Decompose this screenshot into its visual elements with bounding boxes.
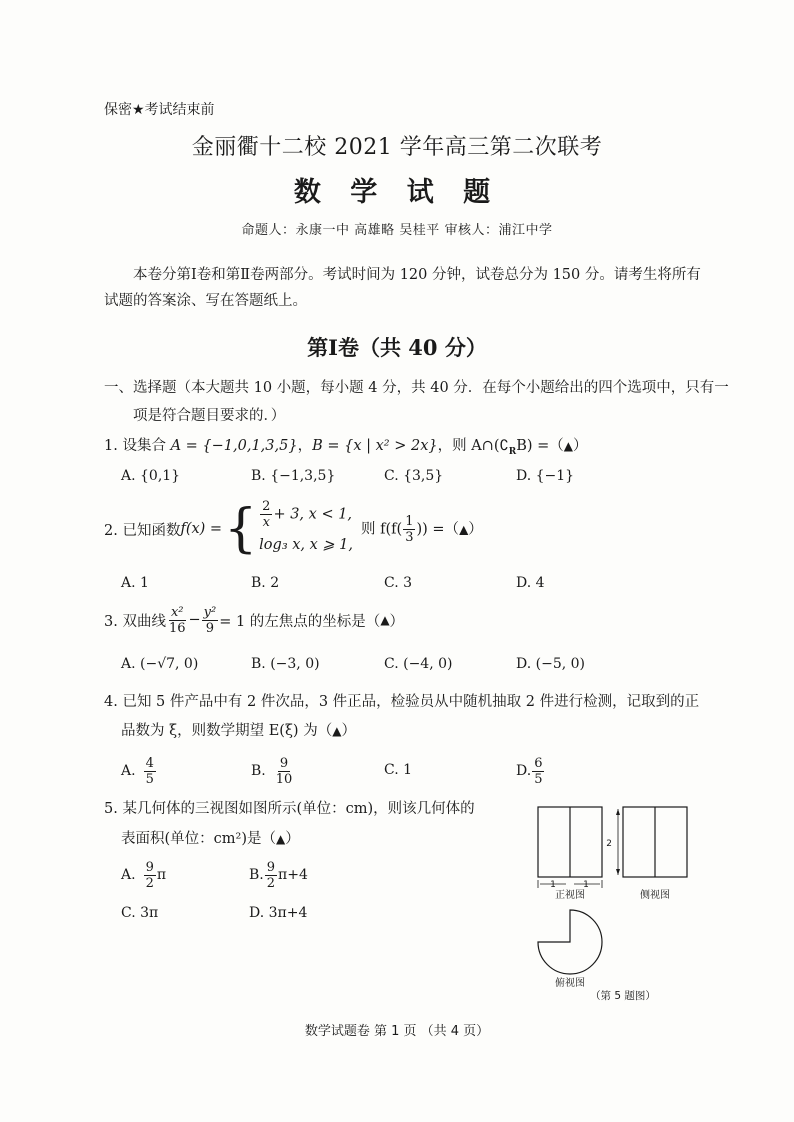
q2-option-b: B. 2 — [251, 575, 280, 591]
three-view-figure — [528, 800, 708, 1005]
exam-title: 金丽衢十二校 2021 学年高三第二次联考 — [191, 135, 603, 160]
question-5-line-2: 表面积(单位：cm²)是（▲） — [121, 831, 300, 847]
q3-frac-2: $\frac{\text{y²}}{9}$ — [203, 604, 217, 636]
front-view-label: 正视图 — [555, 890, 585, 901]
q4-option-d: D. $\frac{6}{5}$ — [516, 755, 543, 787]
dim-width-label-2: 1 — [583, 880, 589, 890]
question-2 — [104, 497, 483, 561]
q3-option-c: C. (−4, 0) — [384, 656, 453, 672]
question-1 — [104, 434, 588, 457]
question-4-line-2: 品数为 ξ，则数学期望 E(ξ) 为（▲） — [121, 723, 356, 739]
q1-close: ） — [573, 438, 588, 454]
confidential-label: 保密★考试结束前 — [104, 102, 215, 118]
part-heading: 第Ⅰ卷（共 40 分） — [307, 335, 487, 360]
q4-option-a: A. $\frac{4}{5}$ — [121, 755, 154, 787]
q1-stem-c: B) =（ — [516, 438, 564, 454]
dim-arrow-up — [616, 809, 620, 815]
answer-marker: ▲ — [563, 439, 574, 453]
q2-stem: 2. 已知函数 — [104, 522, 181, 539]
top-view-label: 俯视图 — [555, 978, 585, 989]
q1-sep: ， — [297, 438, 313, 454]
q5-option-c: C. 3π — [121, 905, 159, 921]
q3-close: ） — [389, 613, 405, 630]
q5-option-a: A. $\frac{9}{2}$ π — [121, 859, 167, 891]
q4-option-c: C. 1 — [384, 762, 413, 778]
authors-line: 命题人：永康一中 高雄略 吴桂平 审核人：浦江中学 — [241, 223, 553, 238]
q1-stem-b: ，则 A∩(∁ — [437, 438, 509, 454]
q1-stem: 1. 设集合 — [104, 438, 171, 454]
figure-caption: （第 5 题图） — [590, 990, 656, 1002]
question-4-line-1: 4. 已知 5 件产品中有 2 件次品，3 件正品，检验员从中随机抽取 2 件进行检测，记取到的正 — [104, 694, 700, 710]
dim-arrow-down — [616, 869, 620, 875]
section-heading: 一、选择题（本大题共 10 小题，每小题 4 分，共 40 分．在每个小题给出的四个选项中，只有一项是符合题目要求的．） — [104, 380, 729, 424]
q2-brace: { — [224, 499, 258, 559]
q1-option-a: A. {0,1} — [121, 468, 181, 484]
q3-rest: = 1 的左焦点的坐标是（ — [219, 613, 381, 630]
q1-set-b: B = {x | x² > 2x} — [312, 438, 438, 454]
question-5-line-1: 5. 某几何体的三视图如图所示(单位：cm)，则该几何体的 — [104, 801, 475, 817]
answer-marker: ▲ — [332, 724, 342, 738]
q1-option-c: C. {3,5} — [384, 468, 444, 484]
q3-option-b: B. (−3, 0) — [251, 656, 320, 672]
q2-then: 则 f(f( $\frac{1}{3}$ )) =（▲） — [361, 513, 483, 545]
q5-option-d: D. 3π+4 — [249, 905, 308, 921]
question-3 — [104, 600, 404, 640]
side-view-label: 侧视图 — [640, 890, 670, 901]
answer-marker: ▲ — [459, 522, 469, 536]
q2-case-2: log₃ x, x ⩾ 1, — [259, 536, 354, 553]
answer-marker: ▲ — [380, 613, 390, 627]
q4-option-b: B. $\frac{9}{10}$ — [251, 755, 293, 787]
q5-option-b: B. $\frac{9}{2}$ π+4 — [249, 859, 308, 891]
q3-option-a: A. (−√7, 0) — [121, 656, 199, 672]
q1-option-d: D. {−1} — [516, 468, 575, 484]
q3-stem: 3. 双曲线 — [104, 613, 166, 630]
top-view-shape — [538, 910, 602, 974]
answer-marker: ▲ — [276, 832, 286, 846]
page-footer: 数学试题卷 第 1 页 （共 4 页） — [304, 1024, 490, 1039]
q3-option-d: D. (−5, 0) — [516, 656, 585, 672]
dim-height-label: 2 — [606, 839, 612, 849]
q3-frac-1: $\frac{\text{x²}}{16}$ — [168, 604, 186, 636]
q1-sub: R — [508, 446, 517, 457]
q1-option-b: B. {−1,3,5} — [251, 468, 336, 484]
q3-minus: − — [188, 612, 201, 628]
q2-cases — [259, 499, 353, 560]
instructions: 本卷分第Ⅰ卷和第Ⅱ卷两部分。考试时间为 120 分钟，试卷总分为 150 分。请考生将所有试题的答案涂、写在答题纸上。 — [104, 267, 701, 309]
q2-fx: f(x) = — [180, 521, 223, 537]
exam-subject: 数 学 试 题 — [293, 177, 501, 208]
q1-set-a: A = {−1,0,1,3,5} — [170, 438, 298, 454]
q2-option-d: D. 4 — [516, 575, 545, 591]
q2-option-a: A. 1 — [121, 575, 149, 591]
q2-option-c: C. 3 — [384, 575, 413, 591]
q2-case-1: $\frac{2}{x}$ + 3, x < 1, — [262, 498, 353, 530]
dim-width-label-1: 1 — [550, 880, 556, 890]
